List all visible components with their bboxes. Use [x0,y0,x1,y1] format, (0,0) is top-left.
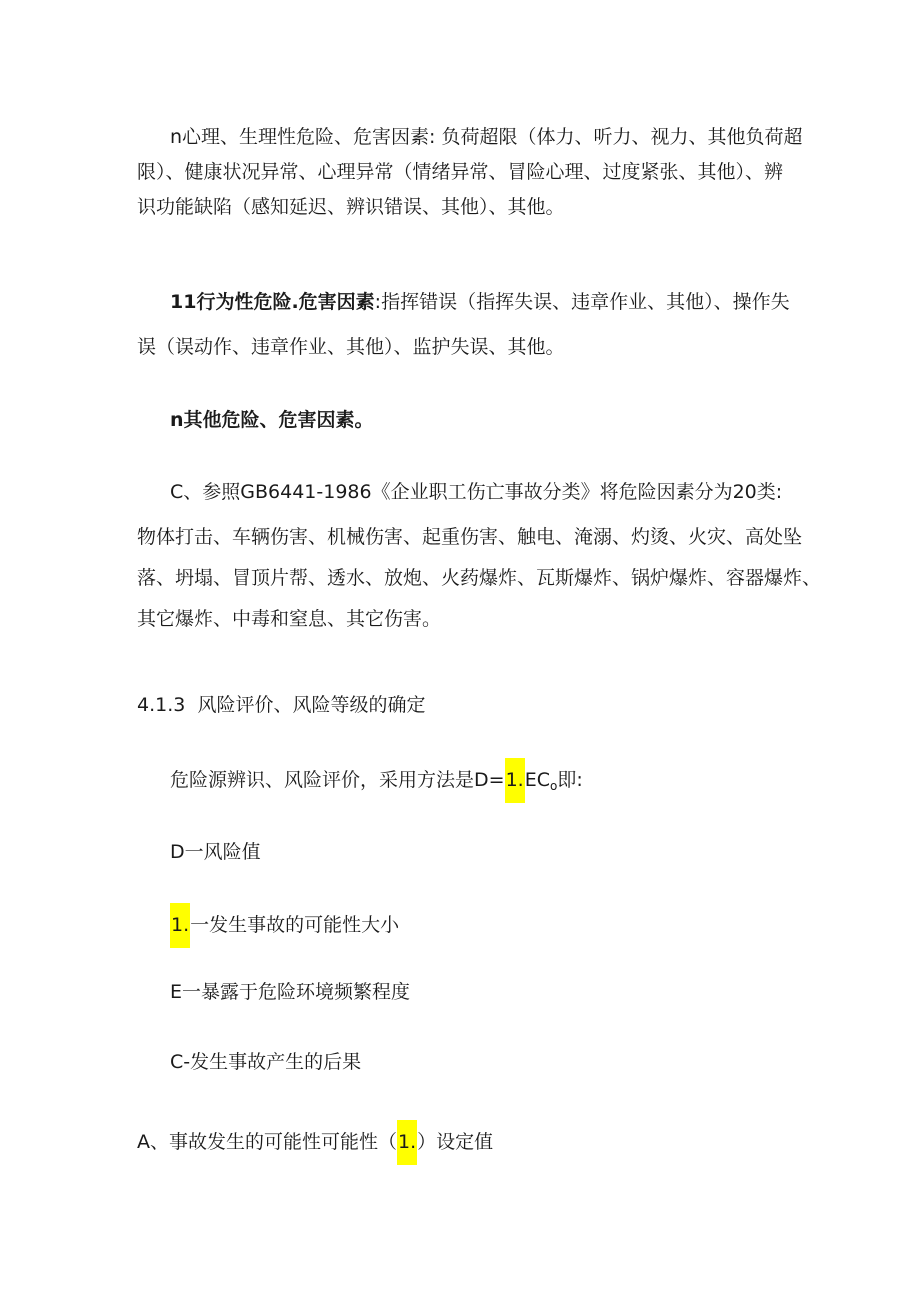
paragraph-line: 物体打击、车辆伤害、机械伤害、起重伤害、触电、淹溺、灼烫、火灾、高处坠 [137,526,803,548]
definition-e: E一暴露于危险环境频繁程度 [170,981,411,1003]
paragraph-gb-classification [170,475,820,510]
paragraph-gb-classification-cont [137,520,822,637]
paragraph-line: 限）、健康状况异常、心理异常（情绪异常、冒险心理、过度紧张、其他）、辨 [137,161,784,183]
paragraph-line: 其它爆炸、中毒和窒息、其它伤害。 [137,608,442,630]
method-suffix: 即: [557,769,583,791]
behavior-lead: 11行为性危险.危害因素 [170,291,375,313]
definition-d: D一风险值 [170,841,261,863]
definition-l-text: 一发生事故的可能性大小 [190,914,400,936]
method-sub: o [549,779,558,793]
paragraph-psych-factors-cont [137,155,787,225]
behavior-rest: :指挥错误（指挥失误、违章作业、其他）、操作失 [374,291,790,313]
paragraph-behavior-factors [170,285,820,320]
paragraph-likelihood [137,1120,787,1155]
section-title: 风险评价、风险等级的确定 [197,694,426,716]
section-number: 4.1.3 [137,694,186,716]
likelihood-suffix: ）设定值 [417,1131,494,1153]
definition-c: C-发生事故产生的后果 [170,1051,362,1073]
method-prefix: 危险源辨识、风险评价，采用方法是D= [170,769,505,791]
likelihood-prefix: A、事故发生的可能性可能性（ [137,1131,397,1153]
section-heading [137,688,787,723]
highlight-l: 1. [505,758,525,803]
highlight-l: 1. [170,903,190,948]
method-mid: EC [524,769,550,791]
paragraph-psych-factors [170,120,820,155]
method-formula [170,758,820,793]
paragraph-line: 落、坍塌、冒顶片帮、透水、放炮、火药爆炸、瓦斯爆炸、锅炉爆炸、容器爆炸、 [137,567,822,589]
paragraph-line: 误（误动作、违章作业、其他）、监护失误、其他。 [137,336,565,358]
highlight-l: 1. [397,1120,417,1165]
paragraph-line: 识功能缺陷（感知延迟、辨识错误、其他）、其他。 [137,196,565,218]
paragraph-behavior-factors-cont [137,330,787,365]
definition-l [170,903,820,938]
paragraph-other-factors: n其他危险、危害因素。 [170,409,374,431]
paragraph-line: C、参照GB6441-1986《企业职工伤亡事故分类》将危险因素分为20类: [170,481,783,503]
paragraph-line: n心理、生理性危险、危害因素: 负荷超限（体力、听力、视力、其他负荷超 [170,126,803,148]
